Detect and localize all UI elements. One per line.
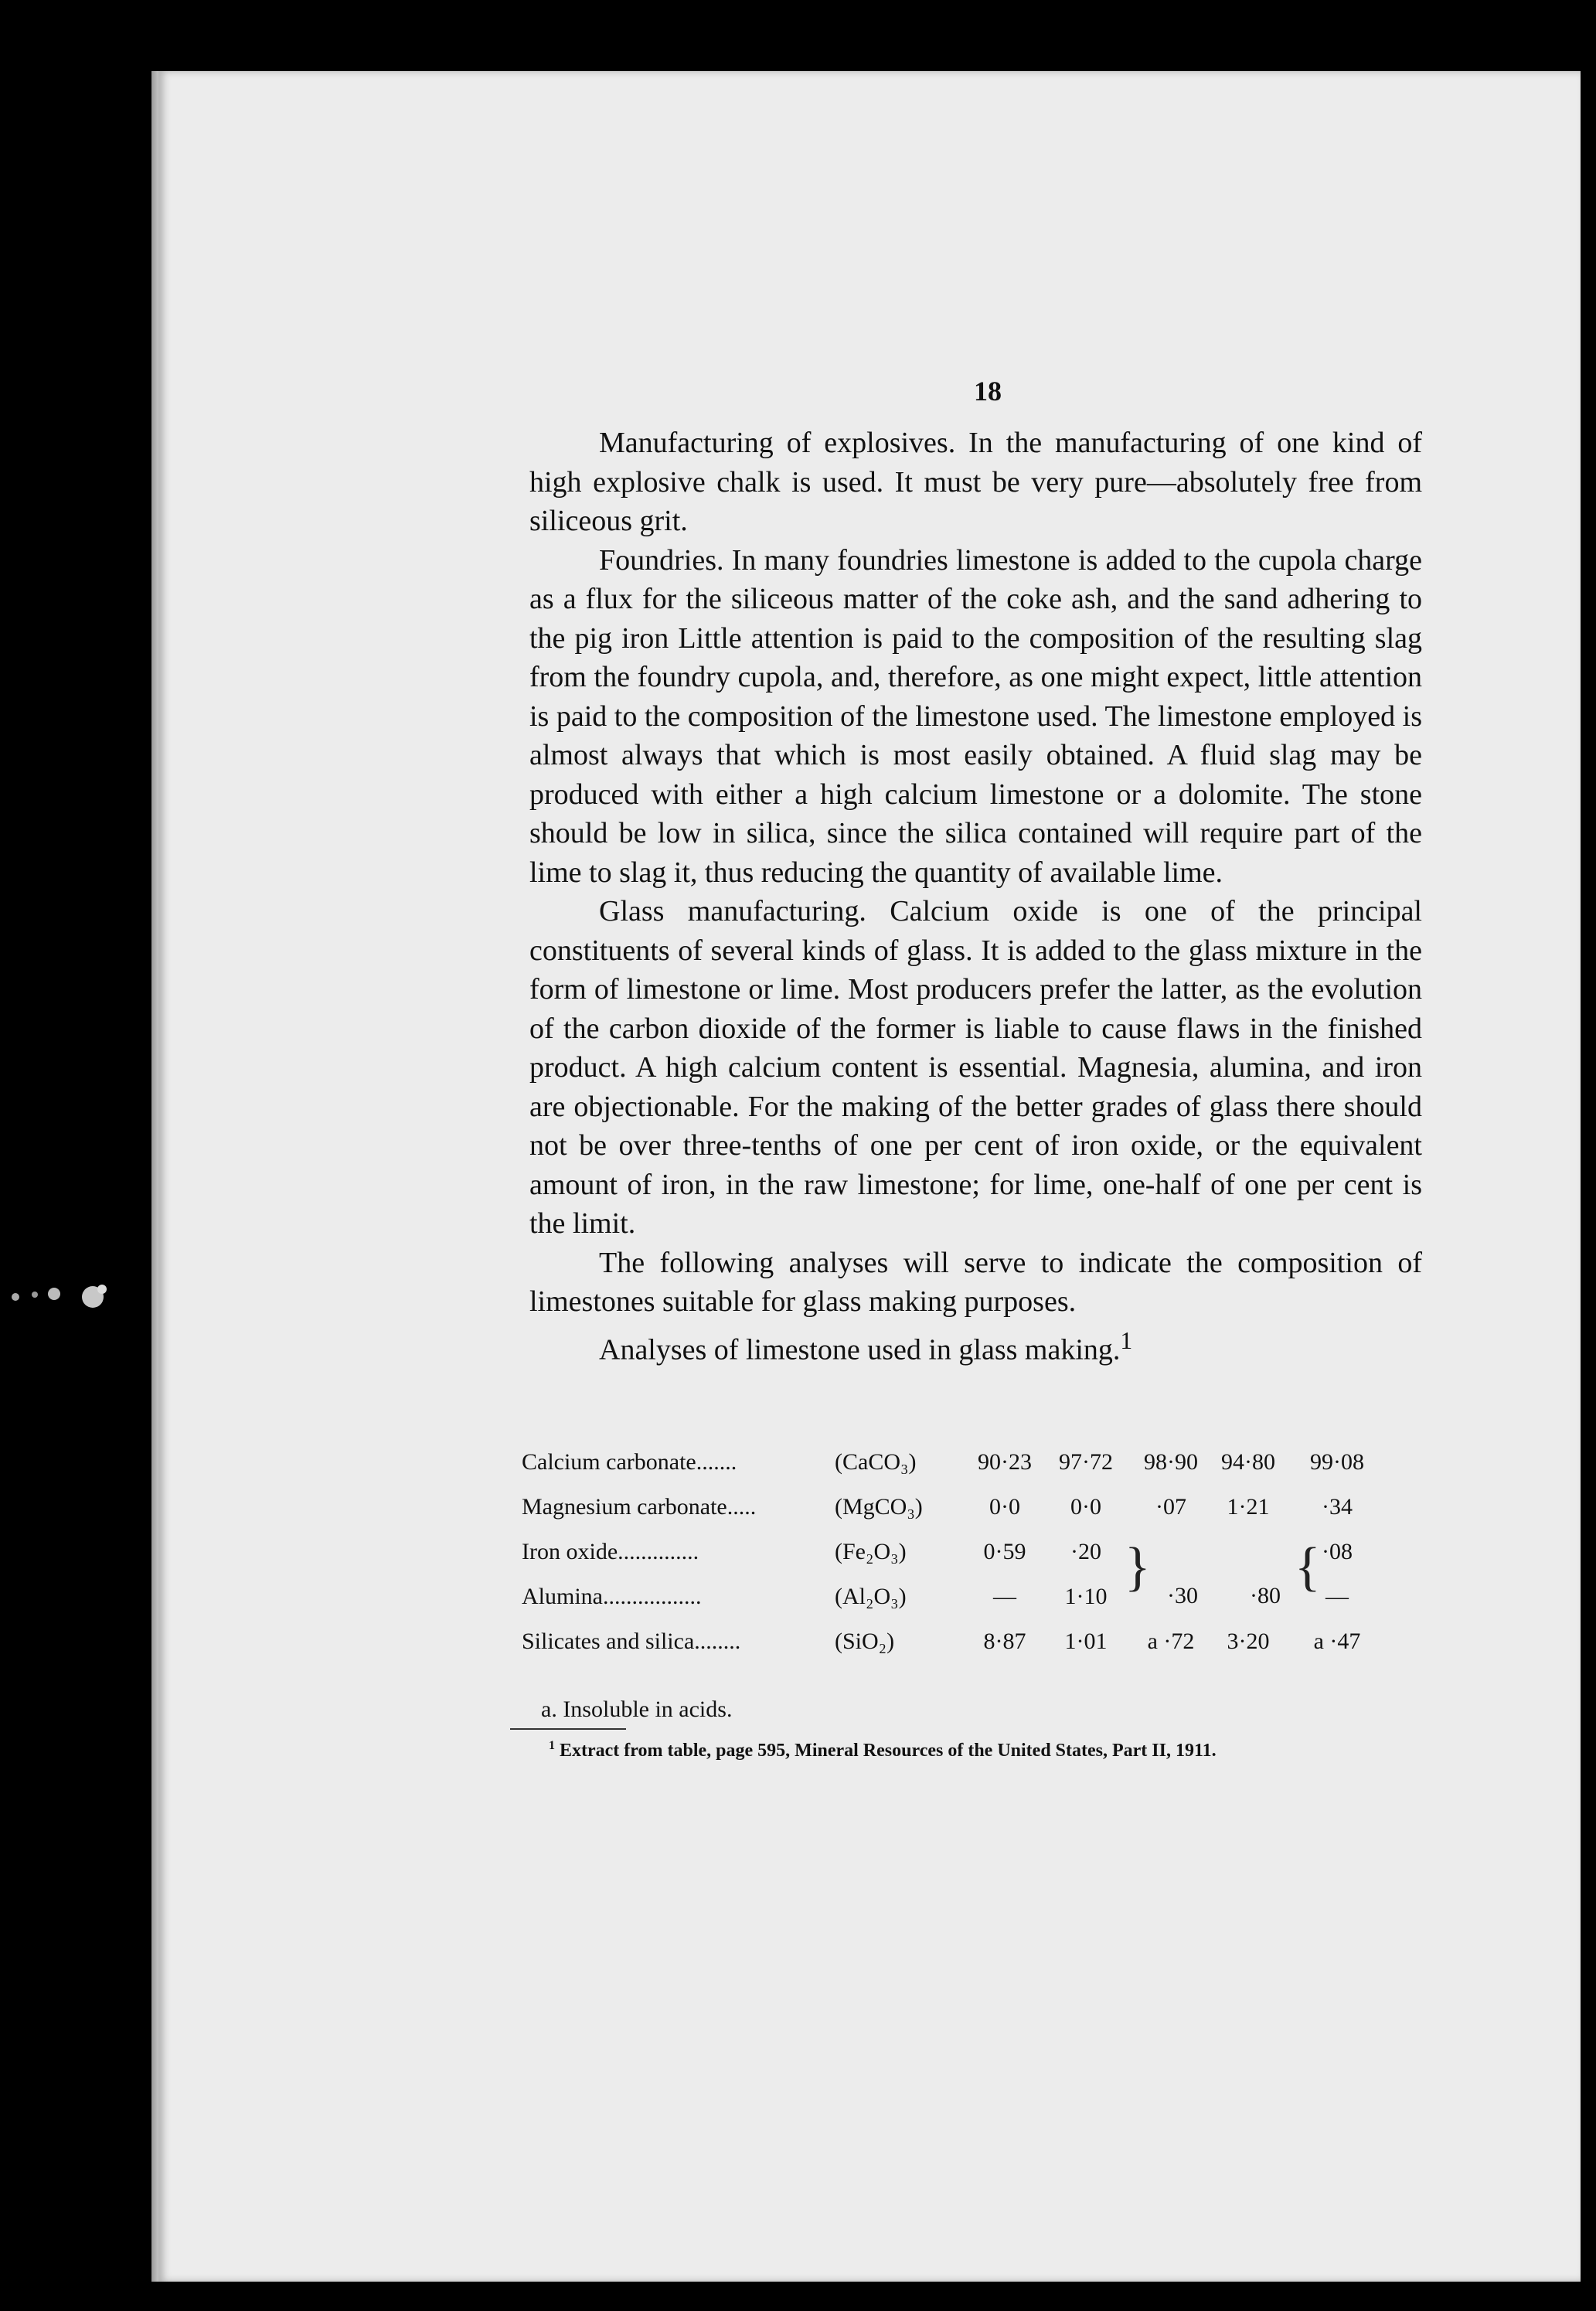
row-name: Calcium carbonate....... (522, 1449, 737, 1475)
page-number: 18 (974, 376, 1002, 407)
row-name: Iron oxide.............. (522, 1539, 699, 1564)
row-name: Silicates and silica........ (522, 1629, 741, 1654)
analysis-table (522, 1441, 1403, 1666)
footnote-marker: 1 (1120, 1326, 1133, 1354)
cell-value: 1·21 (1227, 1494, 1270, 1520)
cell-value: 3·20 (1227, 1629, 1270, 1654)
scan-specks (0, 1268, 116, 1314)
table-caption: Analyses of limestone used in glass making.$^1$ (599, 1326, 1133, 1367)
paragraph-heading: Foundries. (599, 543, 724, 577)
row-formula: (Fe₂O₃) (835, 1539, 907, 1564)
paragraph-glass (529, 892, 1422, 1244)
row-formula: (Al₂O₃) (835, 1584, 907, 1609)
footnote-source: $^1$ Extract from table, page 595, Mineral Resources of the United States, Part II, 1911. (549, 1739, 1217, 1761)
right-brace: } (1125, 1537, 1151, 1597)
cell-value: ·08 (1322, 1539, 1353, 1564)
paragraph-text: In the manufacturing of one kind of high explosive chalk is used. It must be very pure—absolutely free from siliceous grit. (529, 427, 1423, 537)
table-row (522, 1486, 1403, 1531)
paragraph-heading: Manufacturing of explosives. (599, 427, 956, 459)
table-row (522, 1621, 1403, 1666)
cell-value: 0·59 (983, 1539, 1026, 1564)
left-brace: { (1295, 1537, 1321, 1597)
cell-value: 0·0 (1070, 1494, 1101, 1520)
cell-value: 8·87 (983, 1629, 1026, 1654)
grouped-value: ·30 (1167, 1583, 1198, 1608)
footnote-insoluble: a. Insoluble in acids. (541, 1697, 733, 1722)
cell-value: ·20 (1070, 1539, 1101, 1564)
footnote-rule (510, 1728, 626, 1730)
footnote-marker: 1 (549, 1739, 555, 1752)
cell-value: a ·47 (1313, 1629, 1361, 1654)
paragraph-foundries (529, 541, 1422, 893)
row-formula: (MgCO₃) (835, 1494, 923, 1520)
cell-value: ·34 (1322, 1494, 1353, 1520)
cell-value: a ·72 (1147, 1629, 1195, 1654)
cell-value: 0·0 (989, 1494, 1020, 1520)
row-formula: (CaCO₃) (835, 1449, 917, 1475)
cell-value: 1·10 (1064, 1584, 1108, 1609)
grouped-value: ·80 (1250, 1583, 1281, 1608)
row-name: Magnesium carbonate..... (522, 1494, 757, 1520)
cell-value: — (993, 1584, 1016, 1609)
paragraph-text: In many foundries limestone is added to the cupola charge as a flux for the siliceous matter of the coke ash, and the sand adhering to the pig iron Little attention is paid to the composition of the resulting slag from the foundry cupola, and, therefore, as one might expect, little attention is paid to the composition of the limestone used. The limestone employed is almost always that which is most easily obtained. A fluid slag may be produced with either a high calcium limestone or a dolomite. The stone should be low in silica, since the silica contained will require part of the lime to slag it, thus reducing the quantity of available lime. (529, 543, 1423, 889)
paragraph-text: Calcium oxide is one of the principal constituents of several kinds of glass. It is added to the glass mixture in the form of limestone or lime. Most producers prefer the latter, as the evolution of the carbon dioxide of the former is liable to cause flaws in the finished product. A high calcium content is essential. Magnesia, alumina, and iron are objectionable. For the making of the better grades of glass there should not be over three-tenths of one per cent of iron oxide, or the equivalent amount of iron, in the raw limestone; for lime, one-half of one per cent is the limit. (529, 895, 1422, 1240)
cell-value: 90·23 (978, 1449, 1032, 1475)
table-row (522, 1441, 1403, 1486)
body-text (529, 424, 1422, 1370)
cell-value: 98·90 (1144, 1449, 1198, 1475)
paragraph-text: The following analyses will serve to indicate the composition of limestones suitable for glass making purposes. (529, 1246, 1422, 1318)
paragraph-explosives (529, 424, 1422, 541)
table-row (522, 1531, 1403, 1576)
cell-value: 1·01 (1064, 1629, 1108, 1654)
paragraph-heading: Glass manufacturing. (599, 895, 866, 927)
cell-value: ·07 (1155, 1494, 1186, 1520)
cell-value: 99·08 (1310, 1449, 1364, 1475)
cell-value: 97·72 (1059, 1449, 1113, 1475)
paragraph-analyses-intro (529, 1244, 1422, 1322)
row-formula: (SiO₂) (835, 1629, 895, 1654)
cell-value: — (1325, 1584, 1349, 1609)
row-name: Alumina................. (522, 1584, 702, 1609)
cell-value: 94·80 (1221, 1449, 1275, 1475)
